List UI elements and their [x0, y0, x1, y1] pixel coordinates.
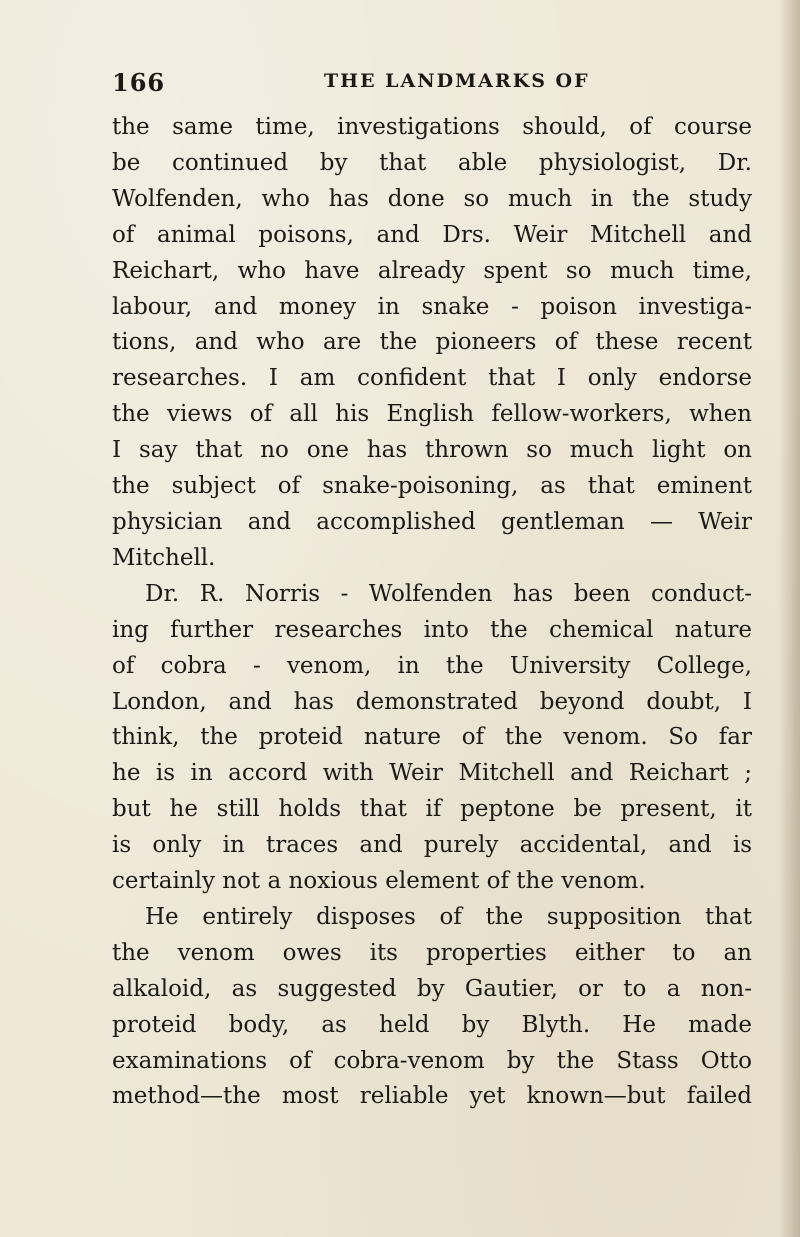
text-line: He entirely disposes of the supposition that [145, 903, 752, 930]
text-line: tions, and who are the pioneers of these recent [112, 329, 752, 356]
text-line: Mitchell. [112, 544, 216, 571]
text-line: London, and has demonstrated beyond doubt, I [112, 688, 752, 715]
text-line: ing further researches into the chemical nature [112, 616, 752, 643]
page-number: 166 [112, 68, 166, 97]
text-line: the same time, investigations should, of course [112, 114, 752, 140]
page-edge-shadow [778, 0, 800, 1237]
text-line: Dr. R. Norris - Wolfenden has been conduct- [145, 580, 752, 607]
text-line: alkaloid, as suggested by Gautier, or to a non- [112, 975, 752, 1002]
text-line: the views of all his English fellow-workers, when [112, 401, 752, 428]
page-header [112, 68, 752, 104]
text-line: be continued by that able physiologist, Dr. [112, 149, 752, 176]
text-line: certainly not a noxious element of the venom. [112, 868, 646, 895]
text-line: method—the most reliable yet known—but failed [112, 1083, 752, 1110]
text-line: think, the proteid nature of the venom. So far [112, 724, 752, 751]
text-line: proteid body, as held by Blyth. He made [112, 1011, 752, 1038]
text-line: researches. I am confident that I only endorse [112, 365, 752, 392]
text-line: Wolfenden, who has done so much in the study [112, 185, 752, 212]
text-line: physician and accomplished gentleman — Weir [112, 508, 752, 535]
text-line: but he still holds that if peptone be present, it [112, 796, 752, 823]
text-line: Reichart, who have already spent so much time, [112, 257, 752, 284]
text-line: of cobra - venom, in the University College, [112, 652, 752, 679]
text-line: labour, and money in snake - poison investiga- [112, 293, 752, 320]
text-line: is only in traces and purely accidental, and is [112, 832, 752, 859]
text-line: of animal poisons, and Drs. Weir Mitchell and [112, 221, 752, 248]
text-line: the subject of snake-poisoning, as that eminent [112, 473, 752, 500]
body-text [112, 110, 752, 1115]
text-line: examinations of cobra-venom by the Stass Otto [112, 1047, 752, 1074]
text-line: I say that no one has thrown so much light on [112, 437, 752, 464]
text-line: the venom owes its properties either to an [112, 939, 752, 966]
text-line: he is in accord with Weir Mitchell and Reichart ; [112, 760, 752, 787]
running-head: THE LANDMARKS OF [324, 70, 590, 92]
